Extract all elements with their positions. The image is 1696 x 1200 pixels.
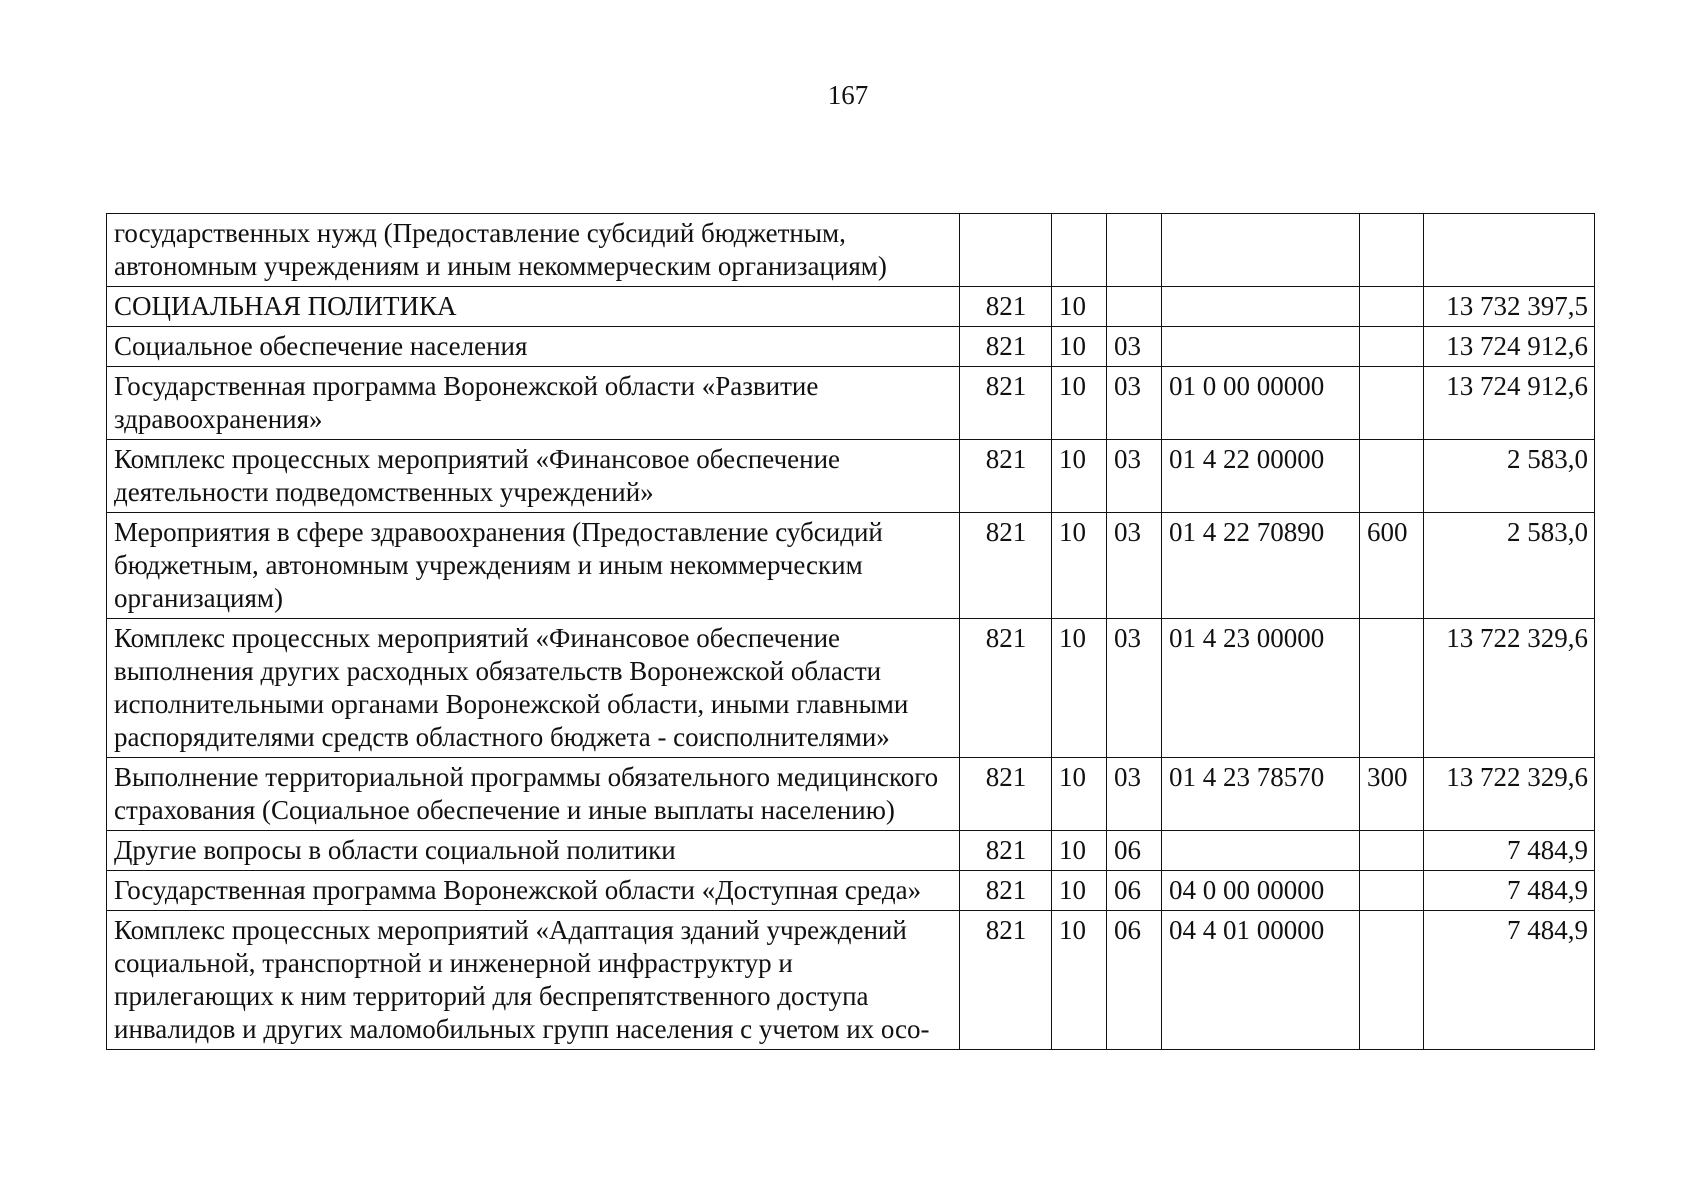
table-row bbox=[107, 871, 1595, 911]
row-name-cell: Социальное обеспечение населения bbox=[107, 327, 960, 367]
amount-cell bbox=[1424, 214, 1595, 287]
target-item-code-cell: 01 4 23 00000 bbox=[1162, 619, 1360, 758]
department-code-cell: 821 bbox=[960, 831, 1052, 871]
target-item-code-cell: 04 0 00 00000 bbox=[1162, 871, 1360, 911]
target-item-code-cell: 01 4 22 70890 bbox=[1162, 513, 1360, 619]
target-item-code-cell: 04 4 01 00000 bbox=[1162, 911, 1360, 1050]
table-row bbox=[107, 911, 1595, 1050]
department-code-cell: 821 bbox=[960, 327, 1052, 367]
subsection-code-cell: 03 bbox=[1107, 619, 1162, 758]
amount-cell: 2 583,0 bbox=[1424, 440, 1595, 513]
subsection-code-cell: 06 bbox=[1107, 871, 1162, 911]
section-code-cell: 10 bbox=[1052, 758, 1107, 831]
amount-cell: 13 732 397,5 bbox=[1424, 287, 1595, 327]
section-code-cell: 10 bbox=[1052, 513, 1107, 619]
expense-type-code-cell bbox=[1360, 367, 1424, 440]
target-item-code-cell: 01 0 00 00000 bbox=[1162, 367, 1360, 440]
subsection-code-cell bbox=[1107, 287, 1162, 327]
table-row bbox=[107, 327, 1595, 367]
row-name-cell: СОЦИАЛЬНАЯ ПОЛИТИКА bbox=[107, 287, 960, 327]
department-code-cell: 821 bbox=[960, 440, 1052, 513]
budget-table-body bbox=[107, 214, 1595, 1050]
row-name-cell: Государственная программа Воронежской области «Развитие здравоохранения» bbox=[107, 367, 960, 440]
table-row bbox=[107, 214, 1595, 287]
table-row bbox=[107, 287, 1595, 327]
target-item-code-cell: 01 4 22 00000 bbox=[1162, 440, 1360, 513]
row-name-cell: Мероприятия в сфере здравоохранения (Предоставление субсидий бюджетным, автономным учреждениям и иным некоммерческим организациям) bbox=[107, 513, 960, 619]
expense-type-code-cell bbox=[1360, 619, 1424, 758]
expense-type-code-cell bbox=[1360, 831, 1424, 871]
subsection-code-cell: 06 bbox=[1107, 831, 1162, 871]
table-row bbox=[107, 367, 1595, 440]
amount-cell: 13 722 329,6 bbox=[1424, 758, 1595, 831]
target-item-code-cell bbox=[1162, 831, 1360, 871]
subsection-code-cell bbox=[1107, 214, 1162, 287]
expense-type-code-cell bbox=[1360, 214, 1424, 287]
amount-cell: 7 484,9 bbox=[1424, 831, 1595, 871]
table-row bbox=[107, 758, 1595, 831]
department-code-cell: 821 bbox=[960, 287, 1052, 327]
section-code-cell: 10 bbox=[1052, 287, 1107, 327]
department-code-cell: 821 bbox=[960, 871, 1052, 911]
department-code-cell: 821 bbox=[960, 367, 1052, 440]
amount-cell: 2 583,0 bbox=[1424, 513, 1595, 619]
expense-type-code-cell: 300 bbox=[1360, 758, 1424, 831]
row-name-cell: Комплекс процессных мероприятий «Финансовое обеспечение деятельности подведомственных учреждений» bbox=[107, 440, 960, 513]
amount-cell: 13 722 329,6 bbox=[1424, 619, 1595, 758]
row-name-cell: Государственная программа Воронежской области «Доступная среда» bbox=[107, 871, 960, 911]
section-code-cell: 10 bbox=[1052, 831, 1107, 871]
subsection-code-cell: 03 bbox=[1107, 758, 1162, 831]
section-code-cell: 10 bbox=[1052, 619, 1107, 758]
expense-type-code-cell bbox=[1360, 440, 1424, 513]
amount-cell: 13 724 912,6 bbox=[1424, 367, 1595, 440]
page-number: 167 bbox=[827, 80, 869, 110]
expense-type-code-cell: 600 bbox=[1360, 513, 1424, 619]
row-name-cell: Комплекс процессных мероприятий «Финансовое обеспечение выполнения других расходных обязательств Воронежской области исполнительными органами Воронежской области, иными главными распорядителями средств областного бюджета - соисполнителями» bbox=[107, 619, 960, 758]
target-item-code-cell: 01 4 23 78570 bbox=[1162, 758, 1360, 831]
row-name-cell: Другие вопросы в области социальной политики bbox=[107, 831, 960, 871]
subsection-code-cell: 06 bbox=[1107, 911, 1162, 1050]
table-row bbox=[107, 440, 1595, 513]
section-code-cell: 10 bbox=[1052, 327, 1107, 367]
expense-type-code-cell bbox=[1360, 287, 1424, 327]
budget-table bbox=[106, 213, 1595, 1050]
section-code-cell: 10 bbox=[1052, 367, 1107, 440]
amount-cell: 13 724 912,6 bbox=[1424, 327, 1595, 367]
target-item-code-cell bbox=[1162, 287, 1360, 327]
amount-cell: 7 484,9 bbox=[1424, 911, 1595, 1050]
table-row bbox=[107, 619, 1595, 758]
subsection-code-cell: 03 bbox=[1107, 367, 1162, 440]
department-code-cell: 821 bbox=[960, 911, 1052, 1050]
expense-type-code-cell bbox=[1360, 327, 1424, 367]
target-item-code-cell bbox=[1162, 214, 1360, 287]
subsection-code-cell: 03 bbox=[1107, 440, 1162, 513]
table-row bbox=[107, 831, 1595, 871]
target-item-code-cell bbox=[1162, 327, 1360, 367]
table-row bbox=[107, 513, 1595, 619]
amount-cell: 7 484,9 bbox=[1424, 871, 1595, 911]
section-code-cell: 10 bbox=[1052, 440, 1107, 513]
department-code-cell: 821 bbox=[960, 513, 1052, 619]
department-code-cell: 821 bbox=[960, 758, 1052, 831]
row-name-cell: государственных нужд (Предоставление субсидий бюджетным, автономным учреждениям и иным некоммерческим организациям) bbox=[107, 214, 960, 287]
section-code-cell: 10 bbox=[1052, 871, 1107, 911]
section-code-cell bbox=[1052, 214, 1107, 287]
row-name-cell: Выполнение территориальной программы обязательного медицинского страхования (Социальное обеспечение и иные выплаты населению) bbox=[107, 758, 960, 831]
section-code-cell: 10 bbox=[1052, 911, 1107, 1050]
expense-type-code-cell bbox=[1360, 871, 1424, 911]
department-code-cell: 821 bbox=[960, 619, 1052, 758]
subsection-code-cell: 03 bbox=[1107, 327, 1162, 367]
department-code-cell bbox=[960, 214, 1052, 287]
expense-type-code-cell bbox=[1360, 911, 1424, 1050]
row-name-cell: Комплекс процессных мероприятий «Адаптация зданий учреждений социальной, транспортной и инженерной инфраструктур и прилегающих к ним территорий для беспрепятственного доступа инвалидов и других маломобильных групп населения с учетом их осо- bbox=[107, 911, 960, 1050]
subsection-code-cell: 03 bbox=[1107, 513, 1162, 619]
